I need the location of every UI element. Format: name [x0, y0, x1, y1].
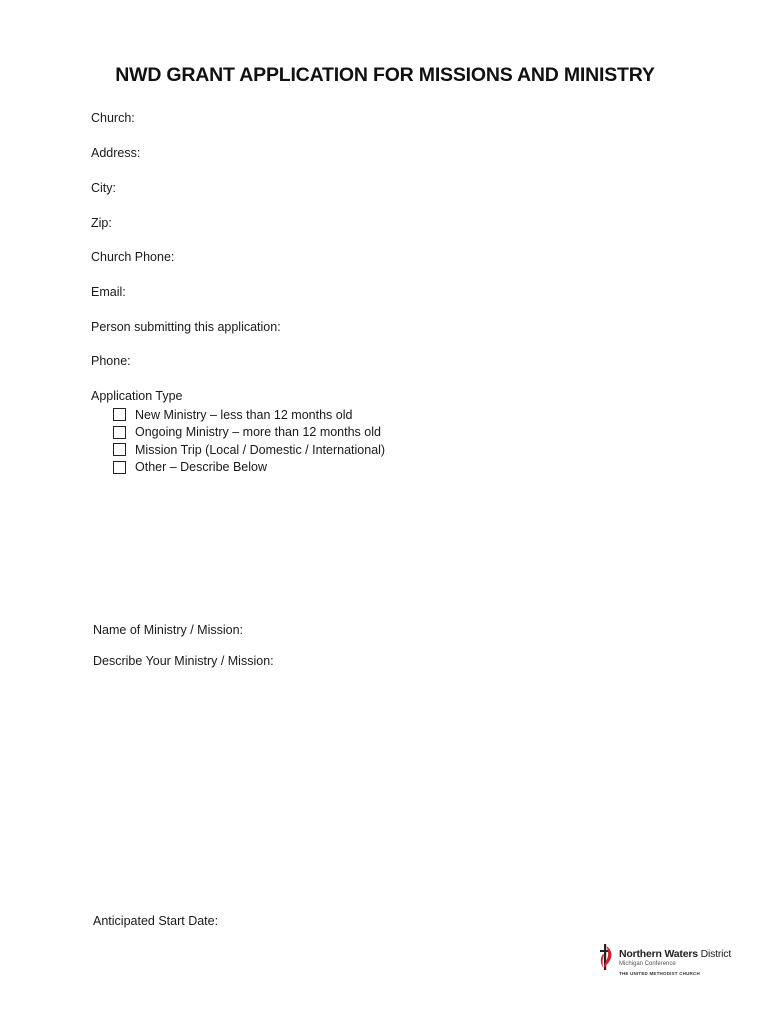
option-new-ministry[interactable] [113, 406, 385, 424]
church-phone-field-label: Church Phone: [91, 250, 175, 264]
church-field-label: Church: [91, 111, 135, 125]
ministry-name-label: Name of Ministry / Mission: [93, 623, 244, 637]
option-other[interactable] [113, 459, 385, 477]
address-field-label: Address: [91, 146, 141, 160]
logo-subtitle: Michigan Conference [619, 961, 676, 967]
option-label: Other – Describe Below [135, 460, 268, 475]
checkbox[interactable] [113, 461, 126, 474]
anticipated-start-date-label: Anticipated Start Date: [93, 914, 219, 928]
cross-and-flame-icon [597, 942, 615, 974]
option-label: Mission Trip (Local / Domestic / International) [135, 442, 386, 457]
page-title: NWD GRANT APPLICATION FOR MISSIONS AND MINISTRY [115, 64, 655, 86]
logo-name: Northern Waters District [619, 948, 732, 960]
application-type-label: Application Type [91, 389, 183, 403]
option-ongoing-ministry[interactable] [113, 424, 385, 442]
checkbox[interactable] [113, 426, 126, 439]
phone-field-label: Phone: [91, 354, 131, 368]
email-field-label: Email: [91, 285, 126, 299]
option-label: Ongoing Ministry – more than 12 months old [135, 425, 381, 440]
option-mission-trip[interactable] [113, 441, 385, 459]
ministry-description-label: Describe Your Ministry / Mission: [93, 654, 274, 668]
logo-church-name: THE UNITED METHODIST CHURCH [619, 971, 700, 976]
zip-field-label: Zip: [91, 216, 112, 230]
option-label: New Ministry – less than 12 months old [135, 407, 353, 422]
person-submitting-field-label: Person submitting this application: [91, 320, 281, 334]
checkbox[interactable] [113, 443, 126, 456]
application-type-options [113, 406, 385, 476]
district-logo [597, 942, 732, 982]
city-field-label: City: [91, 181, 116, 195]
checkbox[interactable] [113, 408, 126, 421]
